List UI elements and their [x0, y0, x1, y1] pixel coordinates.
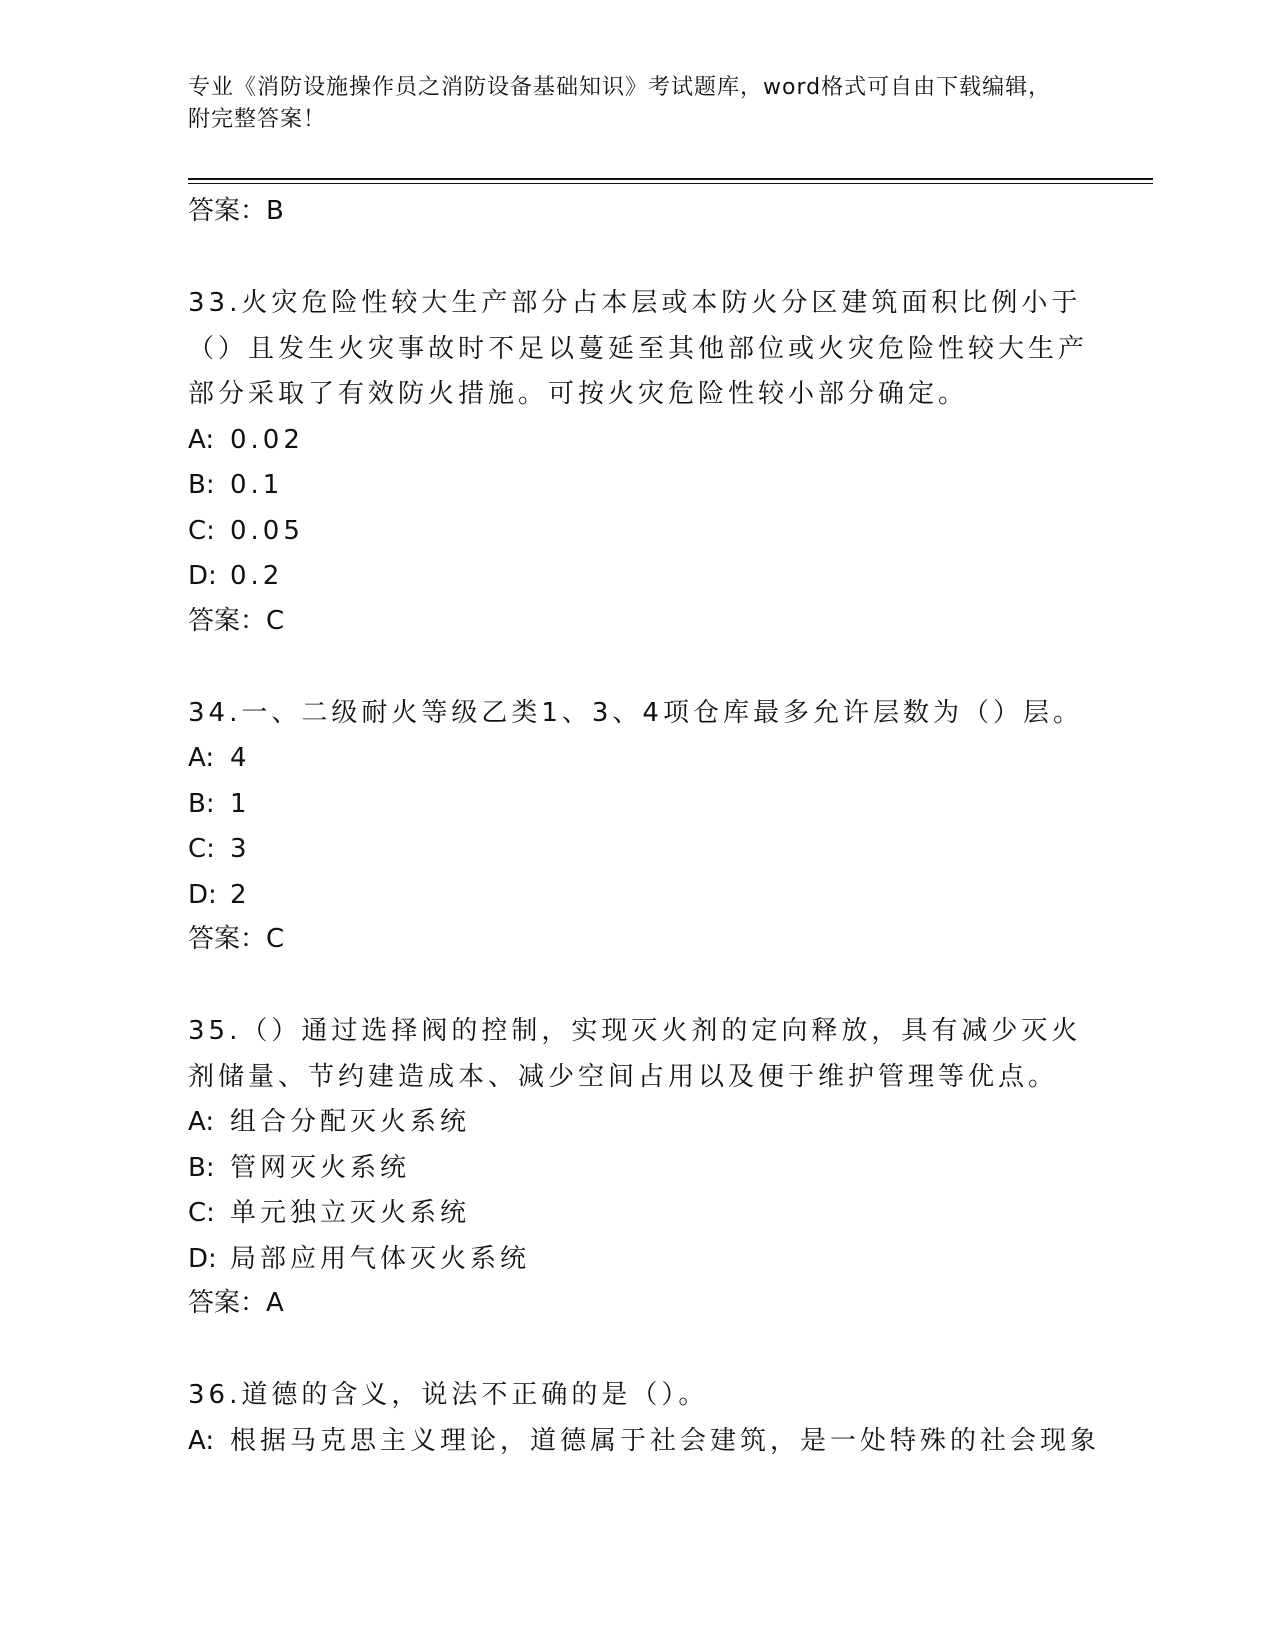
option-letter: B:: [188, 788, 215, 819]
option-a: [188, 736, 1088, 782]
option-letter: A:: [188, 1107, 215, 1137]
option-b: [188, 782, 1088, 828]
option-b: [188, 1146, 1088, 1192]
option-letter: D:: [188, 1243, 217, 1274]
header-rule-thick: [188, 178, 1153, 180]
option-c: [188, 509, 1088, 555]
question-34: [188, 691, 1088, 957]
option-text: 0.2: [230, 561, 284, 591]
option-b: [188, 463, 1088, 509]
option-text: 2: [230, 879, 251, 910]
option-text: 0.05: [230, 515, 304, 546]
option-letter: A:: [188, 1425, 215, 1456]
option-d: [188, 554, 1088, 600]
header-rule-thin: [188, 183, 1153, 184]
question-35: [188, 1009, 1088, 1320]
option-letter: D:: [188, 561, 217, 591]
option-letter: A:: [188, 424, 215, 455]
option-text: 0.1: [230, 470, 284, 500]
answer-line: 答案：A: [188, 1288, 284, 1318]
question-33: [188, 281, 1088, 638]
option-letter: C:: [188, 834, 215, 864]
question-text: 33.火灾危险性较大生产部分占本层或本防火分区建筑面积比例小于（）且发生火灾事故时不足以蔓延至其他部位或火灾危险性较大生产部分采取了有效防火措施。可按火灾危险性较小部分确定。: [188, 288, 1089, 409]
option-a: [188, 418, 1088, 464]
option-letter: C:: [188, 515, 215, 546]
option-letter: A:: [188, 743, 215, 773]
option-text: 单元独立灭火系统: [230, 1198, 471, 1228]
answer-line: 答案：C: [188, 924, 285, 954]
page-header: 专业《消防设施操作员之消防设备基础知识》考试题库，word格式可自由下载编辑，附完整答案！: [188, 75, 1052, 132]
question-36: [188, 1373, 1101, 1464]
option-text: 0.02: [230, 424, 304, 455]
option-c: [188, 1191, 1088, 1237]
option-letter: B:: [188, 1152, 215, 1183]
option-letter: D:: [188, 879, 217, 910]
question-text: 35.（）通过选择阀的控制，实现灭火剂的定向释放，具有减少灭火剂储量、节约建造成本、减少空间占用以及便于维护管理等优点。: [188, 1016, 1082, 1092]
option-text: 根据马克思主义理论，道德属于社会建筑，是一处特殊的社会现象: [230, 1425, 1101, 1456]
option-text: 4: [230, 743, 251, 773]
option-text: 组合分配灭火系统: [230, 1107, 471, 1137]
option-text: 3: [230, 834, 251, 864]
option-letter: B:: [188, 470, 215, 500]
answer-line: 答案：B: [188, 196, 284, 226]
option-a: [188, 1100, 1088, 1146]
answer-line: 答案：C: [188, 605, 285, 636]
option-text: 1: [230, 788, 251, 819]
option-text: 局部应用气体灭火系统: [230, 1243, 531, 1274]
option-c: [188, 827, 1088, 873]
question-list: [188, 190, 1101, 1464]
question-text: 36.道德的含义，说法不正确的是（）。: [188, 1380, 709, 1410]
option-a: [188, 1419, 1101, 1465]
question-text: 34.一、二级耐火等级乙类1、3、4项仓库最多允许层数为（）层。: [188, 697, 1083, 728]
option-d: [188, 873, 1088, 919]
option-text: 管网灭火系统: [230, 1152, 411, 1183]
option-letter: C:: [188, 1198, 215, 1228]
option-d: [188, 1237, 1088, 1283]
